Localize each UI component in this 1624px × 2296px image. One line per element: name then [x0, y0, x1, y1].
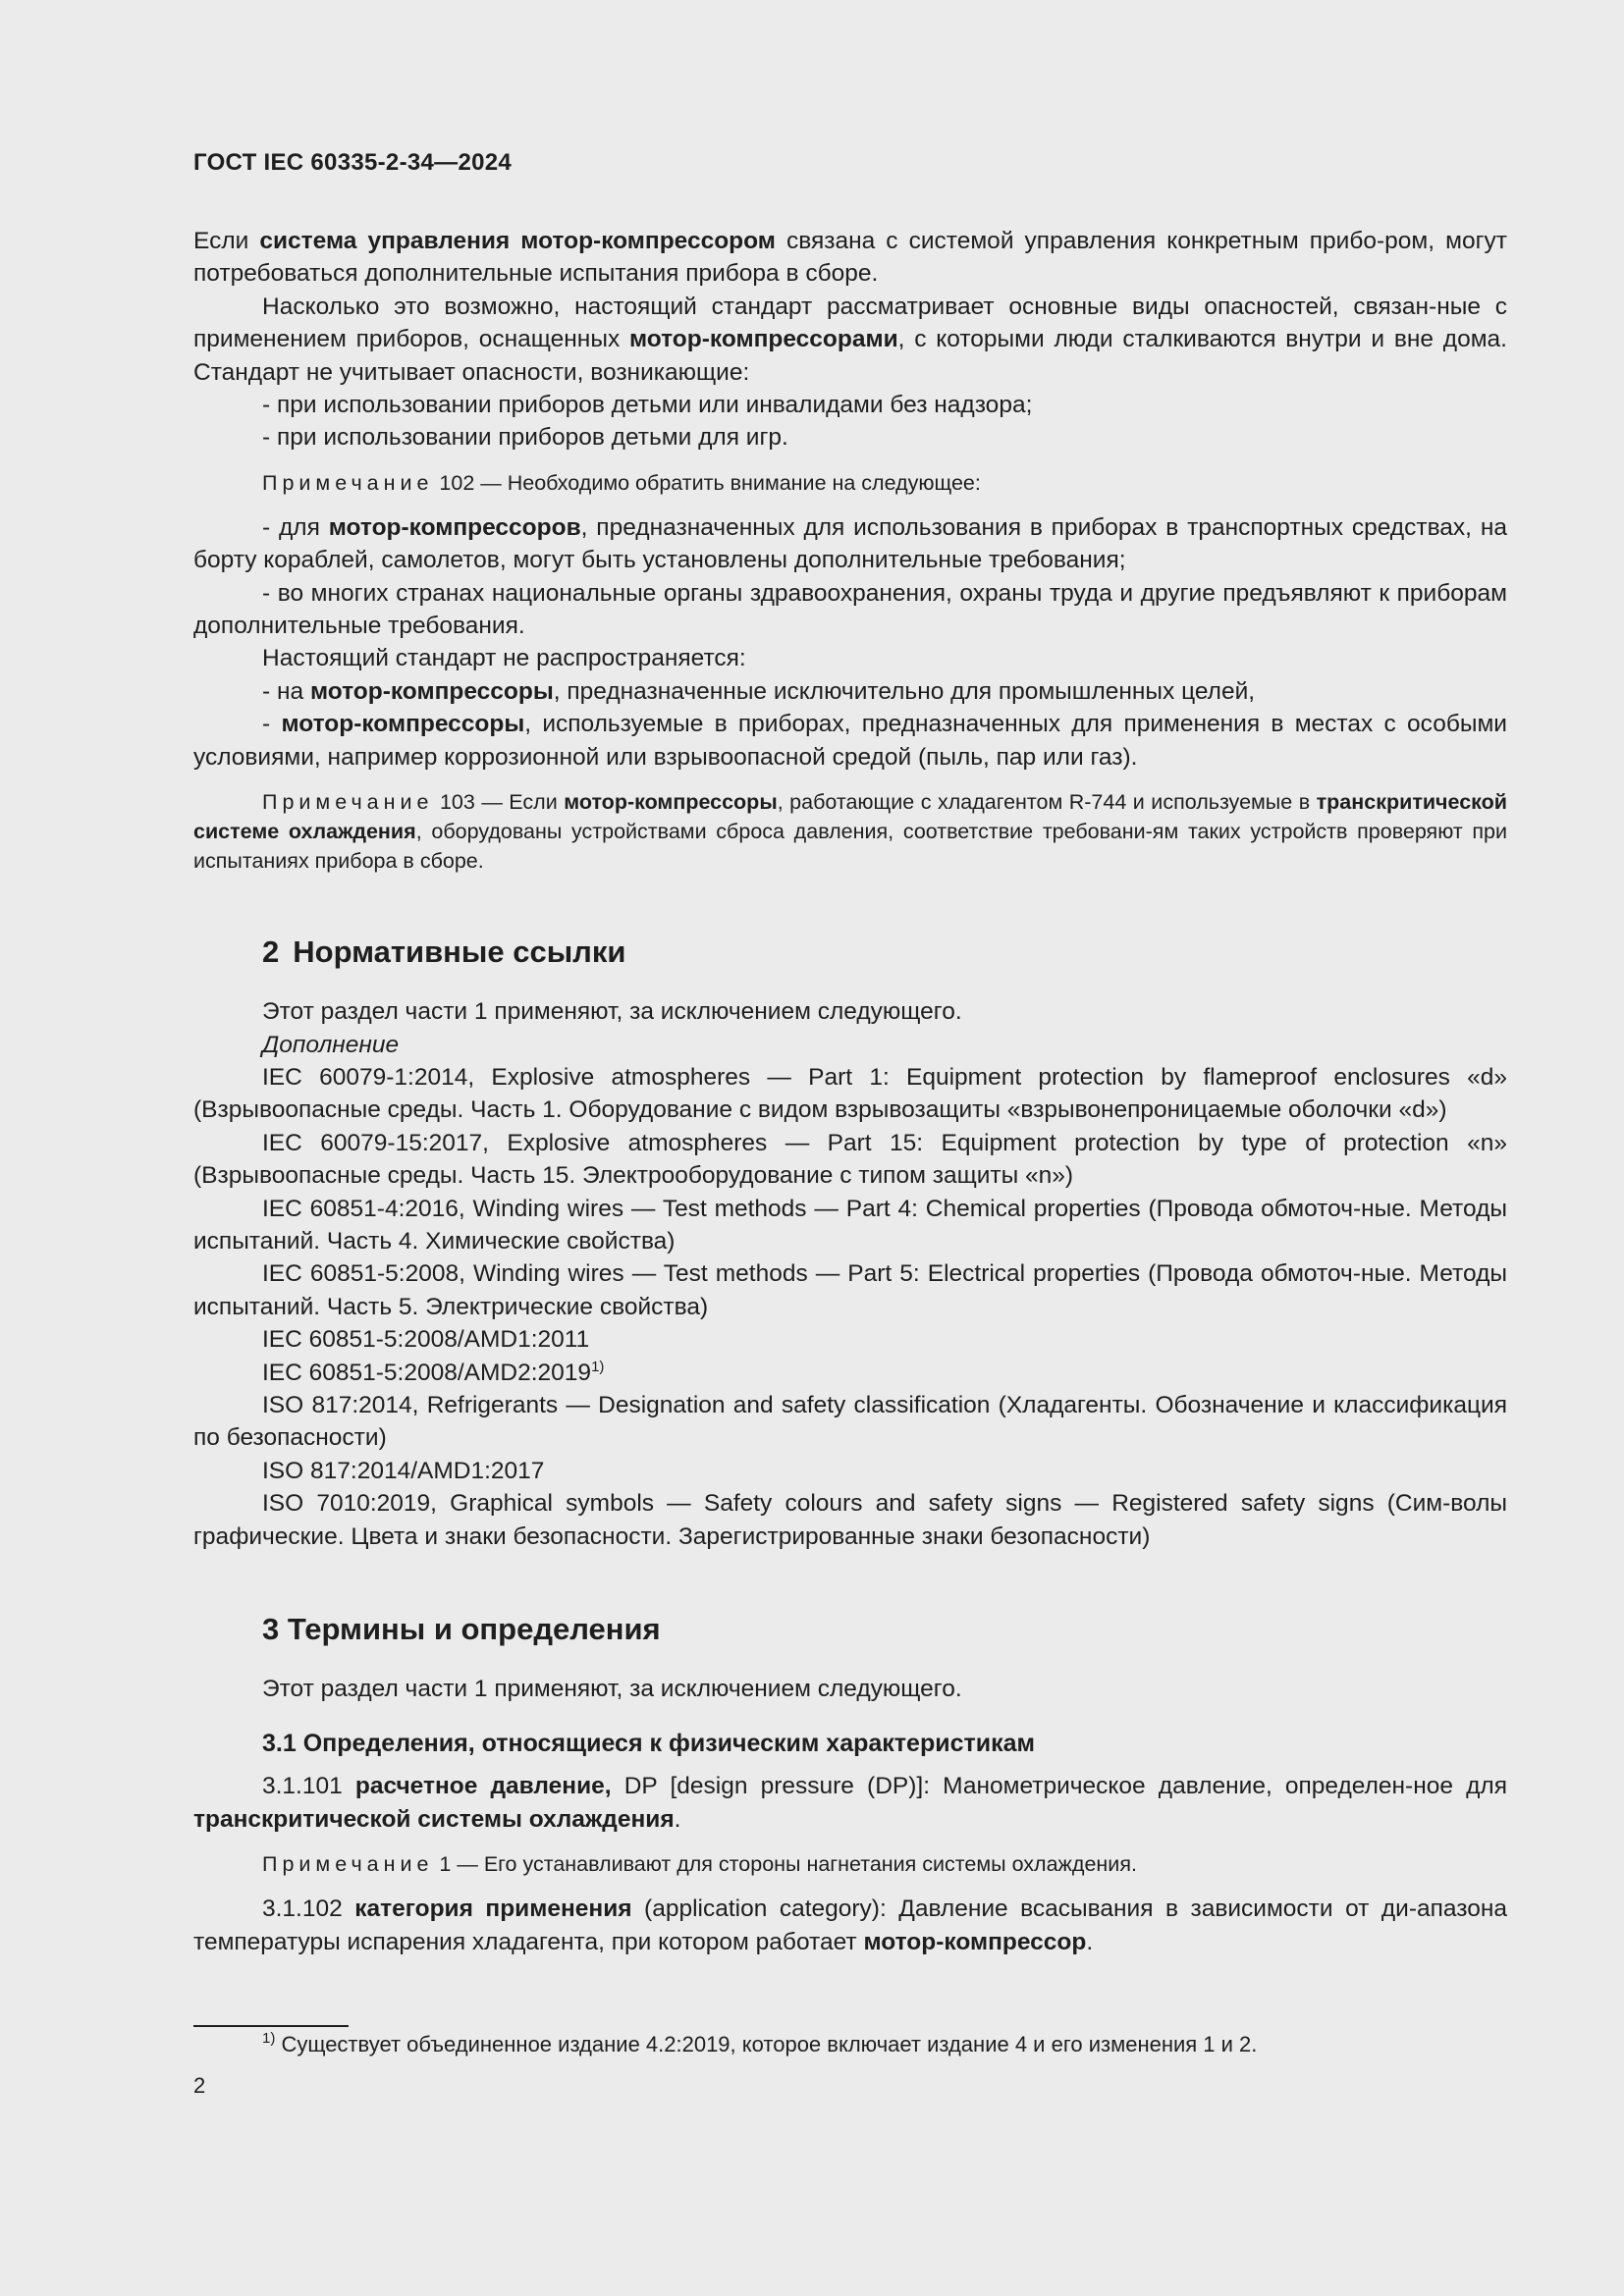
reference-item: IEC 60851-5:2008, Winding wires — Test methods — Part 5: Electrical properties (Провода обмоточ-ные. Методы испытаний. Часть 5. Электрические свойства): [193, 1260, 1507, 1320]
note-1: Примечание 1 — Его устанавливают для стороны нагнетания системы охлаждения.: [262, 1852, 1137, 1877]
subsection-3-1-heading: 3.1 Определения, относящиеся к физическим характеристикам: [262, 1730, 1036, 1758]
intro-paragraph-3: - для мотор-компрессоров, предназначенных для использования в приборах в транспортных средствах, на борту кораблей, самолетов, могут быть установлены дополнительные требования;: [193, 513, 1507, 574]
reference-item: IEC 60079-15:2017, Explosive atmospheres — Part 15: Equipment protection by type of protection «n» (Взрывоопасные среды. Часть 15. Электрооборудование с типом защиты «n»): [193, 1129, 1507, 1190]
list-item: - при использовании приборов детьми или инвалидами без надзора;: [262, 392, 1033, 419]
reference-item: IEC 60851-5:2008/AMD1:2011: [262, 1326, 590, 1354]
footnote-mark: 1): [262, 2030, 276, 2047]
section-2-addition: Дополнение: [262, 1031, 400, 1058]
reference-item: IEC 60851-4:2016, Winding wires — Test methods — Part 4: Chemical properties (Провода обмоточ-ные. Методы испытаний. Часть 4. Химические свойства): [193, 1195, 1507, 1255]
footnote: $^{1)}$ Существует объединенное издание 4.2:2019, которое включает издание 4 и его изменения 1 и 2.: [262, 2030, 1258, 2056]
list-item: - при использовании приборов детьми для игр.: [262, 424, 788, 452]
footnote-separator: [193, 2025, 349, 2027]
reference-item: ISO 817:2014, Refrigerants — Designation and safety classification (Хладагенты. Обозначение и классификация по безопасности): [193, 1391, 1507, 1452]
footnote-marker: 1): [591, 1358, 605, 1375]
reference-item: ISO 7010:2019, Graphical symbols — Safety colours and safety signs — Registered safety signs (Сим-волы графические. Цвета и знаки безопасности. Зарегистрированные знаки безопасности): [193, 1490, 1507, 1550]
intro-paragraph-6: - на мотор-компрессоры, предназначенные исключительно для промышленных целей,: [262, 677, 1256, 705]
document-header: ГОСТ IEC 60335-2-34—2024: [193, 149, 513, 176]
section-3-heading: 3 Термины и определения: [262, 1612, 661, 1646]
intro-paragraph-2: Насколько это возможно, настоящий стандарт рассматривает основные виды опасностей, связан-ные с применением приборов, оснащенных мотор-компрессорами, с которыми люди сталкиваются внутри и вне дома. Стандарт не учитывает опасности, возникающие:: [193, 293, 1507, 386]
note-102: Примечание 102 — Необходимо обратить внимание на следующее:: [262, 470, 981, 495]
reference-item: IEC 60851-5:2008/AMD2:2019$^{1)}$: [262, 1358, 605, 1386]
intro-paragraph-4: - во многих странах национальные органы здравоохранения, охраны труда и другие предъявляют к приборам дополнительные требования.: [193, 579, 1507, 640]
reference-item: IEC 60079-1:2014, Explosive atmospheres — Part 1: Equipment protection by flameproof enclosures «d» (Взрывоопасные среды. Часть 1. Оборудование с видом взрывозащиты «взрывонепроницаемые оболочки «d»): [193, 1063, 1507, 1124]
section-2-lead: Этот раздел части 1 применяют, за исключением следующего.: [262, 998, 962, 1026]
note-103: Примечание 103 — Если мотор-компрессоры, работающие с хладагентом R-744 и используемые в транскритической системе охлаждения, оборудованы устройствами сброса давления, соответствие требовани-ям таких устройств проверяют при испытаниях прибора в сборе.: [193, 790, 1508, 874]
intro-paragraph-5: Настоящий стандарт не распространяется:: [262, 645, 746, 672]
intro-paragraph-7: - мотор-компрессоры, используемые в приборах, предназначенных для применения в местах с особыми условиями, например коррозионной или взрывоопасной средой (пыль, пар или газ).: [193, 711, 1507, 771]
section-2-heading: 2 Нормативные ссылки: [262, 934, 626, 970]
section-3-lead: Этот раздел части 1 применяют, за исключением следующего.: [262, 1676, 962, 1702]
reference-item: ISO 817:2014/AMD1:2017: [262, 1457, 545, 1484]
page-number: 2: [193, 2073, 206, 2098]
definition-3-1-101: 3.1.101 расчетное давление, DP [design pressure (DP)]: Манометрическое давление, определен-ное для транскритической системы охлаждения.: [193, 1773, 1507, 1833]
intro-paragraph-1: Если система управления мотор-компрессором связана с системой управления конкретным прибо-ром, могут потребоваться дополнительные испытания прибора в сборе.: [193, 228, 1507, 288]
document-body: [193, 225, 1507, 1958]
definition-3-1-102: 3.1.102 категория применения (application category): Давление всасывания в зависимости от ди-апазона температуры испарения хладагента, при котором работает мотор-компрессор.: [193, 1896, 1507, 1955]
